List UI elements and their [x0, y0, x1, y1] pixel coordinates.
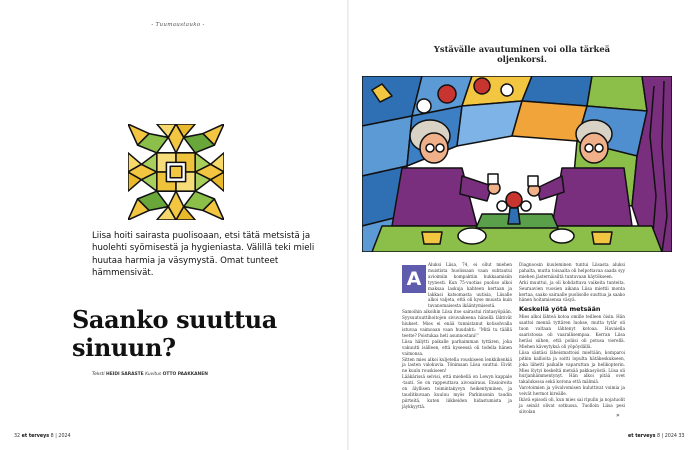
col1-paragraph-1: Aluksi Liisa, 74, ei ollut miehen muistista huolissaan vaan suhtautui avioimiin kompaktiin hukkaamisiin tyynesti. Kun 75-vuotias puoliso alkoi maksaa laskuja kahteen kertaan ja lakkasi katsomasta uutisia, Liisalle alkoi valjeta, että oli kyse muusta kuin tavanomaisesta ikääntymisestä. — [428, 262, 512, 309]
subheading: Keskellä yötä metsään — [519, 305, 601, 314]
body-column-1 — [402, 262, 512, 410]
col1-paragraph-4: Sitten mies alkoi kuljetella rouskiseen lenkkikenkiä ja lasten valokuvia. Tönimaan Liisa suuttui. Eivät ne kuulu rouskiseen! — [402, 356, 512, 374]
footer-right — [628, 434, 685, 439]
credits-image-label: Kuvitus — [145, 372, 162, 377]
col2-paragraph-3: Mies alkoi lähteä kotoa omille teilleen öisin. Hän saattoi mennä tyttären luokse, mutta tytär oli tuon valtaan lähtenyt kotoaa. Havaiella saaristossa oli vaarallisempaa. Kerran Liisa heräsi siihen, että poliisi oli potusa vierellä. Miehen käveytyksä oli yöpöydällä. — [519, 314, 625, 349]
lead-paragraph — [92, 230, 322, 280]
col2-paragraph-2: Arki muuttui, ja oli kohdattava vaikeita tunteita. Seuraavien vuosien aikana Liisa miettii monta kertaa, saako sairaalle puolisolle suuttua ja saako hänen hoitamisensa väsyä. — [519, 279, 625, 303]
credits — [92, 372, 332, 377]
pull-quote: Ystävälle avautuminen voi olla tärkeä oljenkorsi. — [433, 44, 611, 65]
page-number-right: 33 — [678, 434, 685, 439]
section-label: - Tuumaustauko - — [151, 22, 205, 28]
body-column-2 — [519, 262, 625, 415]
magazine-name-right: et terveys — [628, 434, 656, 439]
page-gutter — [347, 0, 349, 450]
issue-left: 8 | 2024 — [50, 434, 71, 439]
col2-paragraph-4: Liisa säntäsi läheismattoisi mieltään, komparoi pitkin kallioita ja soitti lopulta hätäkeskukseen, joka lähetti paikalle vaparuttan ja helikopterin. Mies löytyi keskeltä metsää pakkasyöstä. Liisa oli hurjanhämmentynyt. Hän alkoi pitää ovet takalukossa sekä korona että mälmiä. — [519, 349, 625, 385]
issue-right: 8 | 2024 — [657, 434, 677, 439]
stained-glass-flower-icon — [128, 124, 224, 220]
col2-paragraph-6: Ikävä episodi oli, kun mies sai ripulin ja nojatuolit ja seinät olivat sotkussa. Tuolloin Liisa pesi siivolan — [519, 397, 625, 414]
continue-arrow: » — [616, 412, 620, 419]
footer-left — [14, 434, 71, 439]
page-number-left: 32 — [14, 434, 21, 439]
magazine-name-left: et terveys — [21, 434, 50, 439]
credits-author: HEIDI SARASTE — [106, 372, 144, 377]
col2-paragraph-1: Diagnoosin kuuleminen tuntui Liisasta aluksi pahalta, mutta toisaalta oli helpottavaa saada syy miehen jästernäisiltä tuntuvaan käytökseen. — [519, 262, 625, 279]
credits-text-label: Teksti — [92, 372, 105, 377]
lead-text: Liisa hoiti sairasta puolisoaan, etsi tätä metsistä ja huolehti syömisestä ja hygieniasta. Välillä teki mieli huutaa harmia ja väsymystä. Omat tunteet hämmensivät. — [92, 231, 315, 279]
article-title: Saanko suuttua sinuun? — [72, 305, 277, 362]
credits-illustrator: OTTO PAAKKANEN — [162, 372, 208, 377]
stained-glass-illustration — [362, 76, 672, 252]
col1-paragraph-2: Samoihin aikoihin Liisa itse sairastui rintasyöpään. Syysuutuuttihoitojen sivuvaikeena hänellä lähtivät hiukset. Mies ei enää tunnistanut kotisohvalla istuvaa vaimoaan vaan huudahti: “Mitä tu täällä teette? Poistukaa heti asunnostani!” — [402, 309, 512, 338]
col2-paragraph-5: Varotoimien ja yövalvomisen kuluttivat voimia ja veivät hermot kireälle. — [519, 385, 625, 397]
drop-cap: A — [402, 265, 426, 293]
col1-paragraph-3: Liisa hälytti paikalle parhaimman tyttären, joka vakuutti isälleen, että kyseessä oli todella hänen vaimonsa. — [402, 338, 512, 356]
col1-paragraph-5: Lääkärissä selvisi, että miehellä on Lewyn kappale -tauti. Se on rappeuttava aivosairaus. Ensioireita on älyllisen toimintakyvyn heikentyminen, ja tauditkuvaan kuuluu myös Parkinsonin taudin piirteitä, kuten liikkeiden hidastumista ja jäykkyyttä. — [402, 374, 512, 409]
